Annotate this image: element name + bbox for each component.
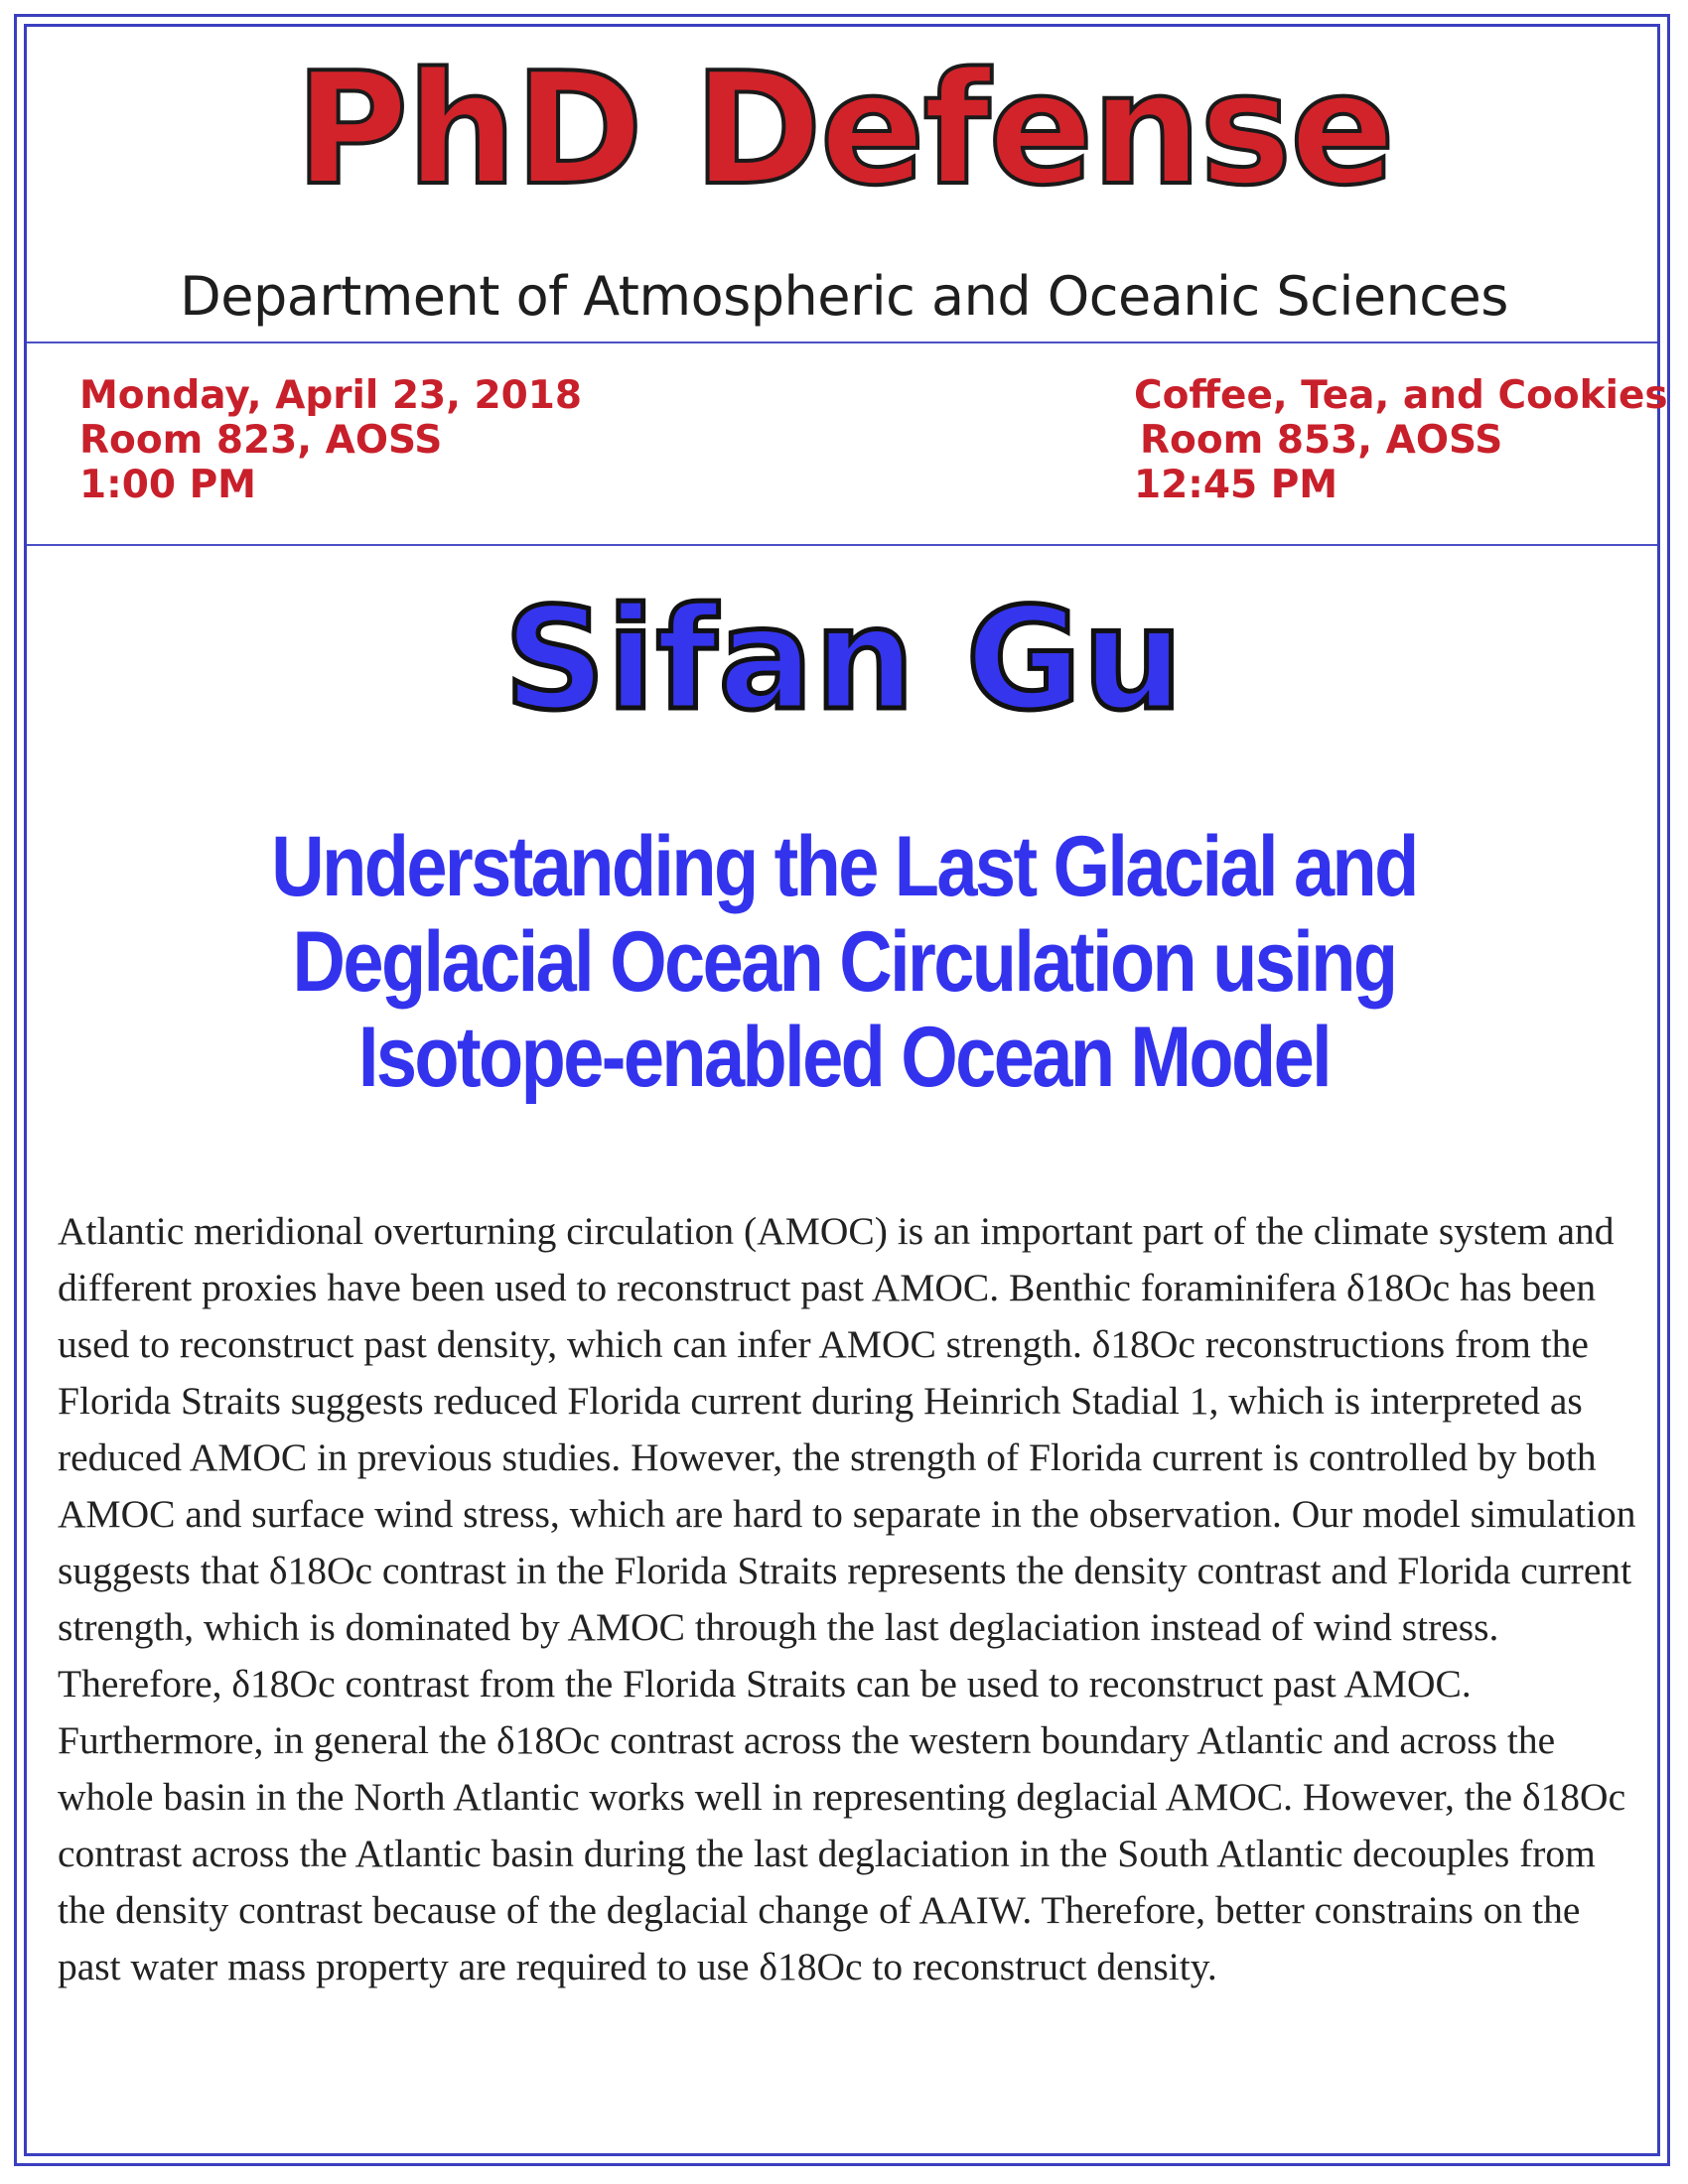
speaker-name: Sifan Gu (503, 578, 1185, 742)
defense-room: Room 823, AOSS (79, 418, 443, 463)
abstract-text: Atlantic meridional overturning circulation (AMOC) is an important part of the climate system and different proxies have been used to reconstruct past AMOC. Benthic foraminifera δ18Oc has been used to reconstruct past density, which can infer AMOC strength. δ18Oc reconstructions from the Florida Straits suggests reduced Florida current during Heinrich Stadial 1, which is interpreted as reduced AMOC in previous studies. However, the strength of Florida current is controlled by both AMOC and surface wind stress, which are hard to separate in the observation. Our model simulation suggests that δ18Oc contrast in the Florida Straits represents the density contrast and Florida current strength, which is dominated by AMOC through the last deglaciation instead of wind stress. Therefore, δ18Oc contrast from the Florida Straits can be used to reconstruct past AMOC. Furthermore, in general the δ18Oc contrast across the western boundary Atlantic and across the whole basin in the North Atlantic works well in representing deglacial AMOC. However, the δ18Oc contrast across the Atlantic basin during the last deglaciation in the South Atlantic decouples from the density contrast because of the deglacial change of AAIW. Therefore, better constrains on the past water mass property are required to use δ18Oc to reconstruct density. (58, 1209, 1636, 1988)
defense-date: Monday, April 23, 2018 (79, 373, 583, 418)
refreshments-title: Coffee, Tea, and Cookies (1134, 373, 1668, 418)
divider-top (27, 341, 1657, 343)
refreshments-time: 12:45 PM (1134, 463, 1338, 507)
talk-title: Understanding the Last Glacial and Deglacial Ocean Circulation using Isotope-enabled Ocean Model (271, 819, 1417, 1105)
defense-time: 1:00 PM (79, 463, 256, 507)
refreshments-details (1134, 373, 1668, 507)
divider-bottom (27, 544, 1657, 546)
refreshments-room: Room 853, AOSS (1140, 418, 1503, 463)
department-name: Department of Atmospheric and Oceanic Sciences (180, 265, 1508, 328)
headline: PhD Defense (295, 39, 1393, 219)
defense-details (79, 373, 582, 507)
